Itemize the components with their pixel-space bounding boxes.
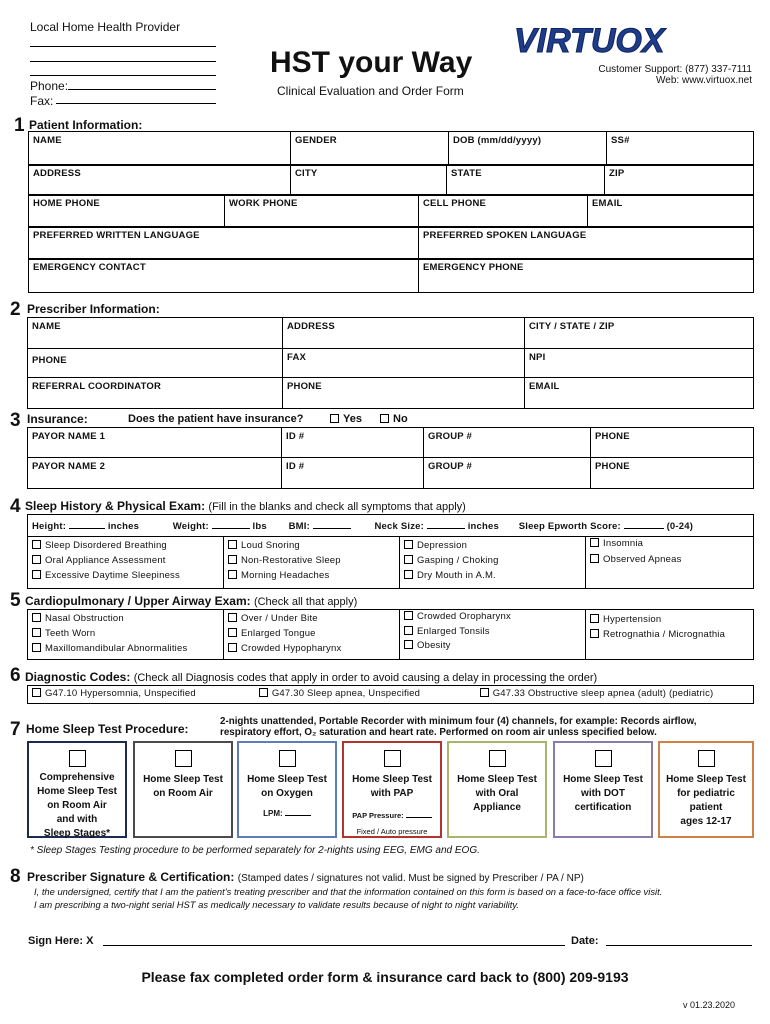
symptom-checkbox[interactable]: [590, 554, 749, 565]
cardio-label: Teeth Worn: [45, 628, 96, 639]
symptom-label: Depression: [417, 540, 468, 551]
diagnostic-table: [27, 685, 754, 704]
neck-label: Neck Size:: [374, 521, 425, 532]
prescriber-phone2-field[interactable]: PHONE: [283, 378, 525, 409]
payor-1-phone-field[interactable]: PHONE: [591, 428, 754, 458]
symptoms-col-1: [28, 537, 224, 589]
procedure-option-comprehensive[interactable]: [27, 741, 127, 838]
checkbox-icon: [590, 614, 599, 623]
section-5-number: 5: [10, 590, 21, 611]
symptoms-col-4: [586, 537, 754, 589]
patient-gender-field[interactable]: GENDER: [291, 132, 449, 166]
checkbox-icon: [330, 414, 339, 423]
cardio-col-2: [224, 610, 400, 660]
epworth-input[interactable]: [624, 528, 664, 529]
section-6-number: 6: [10, 665, 21, 686]
checkbox-icon: [228, 570, 237, 579]
pap-pressure-label: PAP Pressure:: [352, 811, 404, 820]
section-8-number: 8: [10, 866, 21, 887]
symptom-label: Excessive Daytime Sleepiness: [45, 570, 180, 581]
height-label: Height:: [32, 521, 67, 532]
checkbox-icon: [32, 570, 41, 579]
section-4-note: (Fill in the blanks and check all symptoms that apply): [208, 501, 466, 513]
prescriber-phone-field[interactable]: PHONE: [28, 349, 283, 378]
prescriber-address-field[interactable]: ADDRESS: [283, 318, 525, 349]
section-7-title: Home Sleep Test Procedure:: [26, 722, 189, 736]
insurance-table: [27, 427, 754, 489]
cardio-checkbox[interactable]: [32, 643, 219, 654]
cardio-label: Hypertension: [603, 614, 662, 625]
symptom-checkbox[interactable]: [32, 540, 219, 551]
section-1-number: 1: [14, 115, 25, 136]
option-line: Home Sleep Test: [666, 774, 746, 785]
patient-zip-field[interactable]: ZIP: [605, 165, 754, 196]
cardio-checkbox[interactable]: [404, 640, 581, 651]
symptom-checkbox[interactable]: [404, 540, 581, 551]
diagnostic-label: G47.30 Sleep apnea, Unspecified: [271, 688, 421, 699]
provider-phone-line[interactable]: [68, 89, 216, 90]
patient-spoken-language-field[interactable]: PREFERRED SPOKEN LANGUAGE: [419, 227, 754, 260]
fax-label: Fax:: [30, 94, 54, 108]
symptom-checkbox[interactable]: [228, 570, 395, 581]
checkbox-icon: [590, 554, 599, 563]
cardio-checkbox[interactable]: [404, 626, 581, 637]
procedure-option-pediatric[interactable]: [658, 741, 754, 838]
patient-state-field[interactable]: STATE: [447, 165, 605, 196]
diagnostic-checkbox-g4730[interactable]: [259, 688, 477, 699]
checkbox-icon: [404, 626, 413, 635]
section-8-title: [27, 870, 584, 884]
option-line: certification: [574, 802, 632, 813]
diagnostic-label: G47.10 Hypersomnia, Unspecified: [45, 688, 196, 699]
pap-pressure-row: [344, 809, 440, 823]
section-8-title-text: Prescriber Signature & Certification:: [27, 870, 235, 884]
checkbox-icon: [480, 688, 489, 697]
symptom-label: Non-Restorative Sleep: [241, 555, 341, 566]
procedure-option-oral-appliance[interactable]: [447, 741, 547, 838]
payor-name-1-field[interactable]: PAYOR NAME 1: [28, 428, 282, 458]
cardio-table: [27, 609, 754, 660]
insurance-no-label: No: [393, 413, 408, 425]
certification-text-1: I, the undersigned, certify that I am the patient’s treating prescriber and that the information contained on this form is based on a face-to-face office visit.: [34, 886, 663, 897]
patient-emergency-contact-field[interactable]: EMERGENCY CONTACT: [29, 259, 419, 293]
cardio-checkbox[interactable]: [32, 613, 219, 624]
provider-fax-line[interactable]: [56, 103, 216, 104]
checkbox-icon: [380, 414, 389, 423]
checkbox-icon: [228, 643, 237, 652]
option-line: Appliance: [473, 802, 521, 813]
virtuox-logo: [512, 20, 754, 60]
procedure-checkbox[interactable]: [489, 750, 506, 767]
section-4-number: 4: [10, 496, 21, 517]
option-line: Home Sleep Test: [352, 774, 432, 785]
section-6-title-text: Diagnostic Codes:: [25, 670, 131, 684]
cardio-label: Nasal Obstruction: [45, 613, 124, 624]
symptom-label: Gasping / Choking: [417, 555, 499, 566]
support-web: Web: www.virtuox.net: [656, 75, 752, 86]
option-line: with Oral: [475, 788, 519, 799]
patient-address-table: [28, 164, 754, 196]
section-3-number: 3: [10, 410, 21, 431]
page-subtitle: Clinical Evaluation and Order Form: [277, 84, 464, 98]
procedure-checkbox[interactable]: [69, 750, 86, 767]
symptom-checkbox[interactable]: [404, 570, 581, 581]
option-line: ages 12-17: [680, 816, 732, 827]
cardio-label: Crowded Oropharynx: [417, 611, 511, 622]
prescriber-city-state-zip-field[interactable]: CITY / STATE / ZIP: [525, 318, 754, 349]
checkbox-icon: [32, 628, 41, 637]
section-1-title: Patient Information:: [29, 118, 143, 132]
checkbox-icon: [32, 643, 41, 652]
procedure-option-oxygen[interactable]: [237, 741, 337, 838]
height-input[interactable]: [69, 528, 105, 529]
symptom-checkbox[interactable]: [32, 555, 219, 566]
option-line: and with: [56, 814, 98, 825]
patient-home-phone-field[interactable]: HOME PHONE: [29, 195, 225, 228]
prescriber-npi-field[interactable]: NPI: [525, 349, 754, 378]
cardio-checkbox[interactable]: [404, 611, 581, 622]
checkbox-icon: [404, 555, 413, 564]
insurance-no-checkbox[interactable]: [380, 413, 408, 425]
diagnostic-label: G47.33 Obstructive sleep apnea (adult) (pediatric): [492, 688, 714, 699]
neck-unit: inches: [467, 521, 499, 532]
option-line: Home Sleep Test: [143, 774, 223, 785]
procedure-checkbox[interactable]: [279, 750, 296, 767]
insurance-yes-label: Yes: [343, 413, 362, 425]
option-line: Home Sleep Test: [457, 774, 537, 785]
measurements-row: [28, 515, 754, 537]
checkbox-icon: [228, 628, 237, 637]
cardio-label: Crowded Hypopharynx: [241, 643, 342, 654]
symptom-label: Insomnia: [603, 538, 644, 549]
section-2-title: Prescriber Information:: [27, 302, 160, 316]
pap-pressure-note: Fixed / Auto pressure: [356, 827, 428, 836]
date-label: Date:: [571, 935, 599, 947]
prescriber-table: [27, 317, 754, 409]
weight-unit: lbs: [252, 521, 267, 532]
checkbox-icon: [590, 538, 599, 547]
patient-address-field[interactable]: ADDRESS: [29, 165, 291, 196]
patient-dob-field[interactable]: DOB (mm/dd/yyyy): [449, 132, 607, 166]
checkbox-icon: [32, 540, 41, 549]
pap-pressure-input[interactable]: [406, 817, 432, 818]
payor-1-group-field[interactable]: GROUP #: [424, 428, 591, 458]
lpm-input[interactable]: [285, 815, 311, 816]
prescriber-referral-field[interactable]: REFERRAL COORDINATOR: [28, 378, 283, 409]
payor-name-2-field[interactable]: PAYOR NAME 2: [28, 458, 282, 489]
certification-text-2: I am prescribing a two-night serial HST as medically necessary to validate results because of night to night variability.: [34, 899, 519, 910]
checkbox-icon: [259, 688, 268, 697]
prescriber-email-field[interactable]: EMAIL: [525, 378, 754, 409]
checkbox-icon: [228, 555, 237, 564]
phone-label: Phone:: [30, 79, 69, 93]
neck-input[interactable]: [427, 528, 465, 529]
cardio-col-4: [586, 610, 754, 660]
patient-cell-phone-field[interactable]: CELL PHONE: [419, 195, 588, 228]
cardio-checkbox[interactable]: [228, 643, 395, 654]
lpm-label: LPM:: [263, 809, 283, 818]
epworth-label: Sleep Epworth Score:: [518, 521, 621, 532]
section-2-number: 2: [10, 299, 21, 320]
procedure-checkbox[interactable]: [384, 750, 401, 767]
option-line: Home Sleep Test: [37, 786, 117, 797]
cardio-label: Retrognathia / Micrognathia: [603, 629, 726, 640]
symptom-checkbox[interactable]: [228, 555, 395, 566]
symptom-label: Loud Snoring: [241, 540, 300, 551]
checkbox-icon: [404, 611, 413, 620]
option-line: Home Sleep Test: [247, 774, 327, 785]
height-unit: inches: [107, 521, 140, 532]
insurance-question: Does the patient have insurance?: [128, 413, 304, 425]
section-5-note: (Check all that apply): [253, 596, 358, 608]
cardio-label: Over / Under Bite: [241, 613, 318, 624]
option-line: patient: [689, 802, 723, 813]
patient-phone-table: [28, 194, 754, 228]
diagnostic-checkbox-g4710[interactable]: [32, 688, 256, 699]
procedure-desc-2: respiratory effort, O₂ saturation and heart rate. Performed on room air unless specified below.: [220, 727, 657, 738]
checkbox-icon: [404, 640, 413, 649]
insurance-yes-checkbox[interactable]: [330, 413, 362, 425]
patient-emergency-phone-field[interactable]: EMERGENCY PHONE: [419, 259, 754, 293]
cardio-checkbox[interactable]: [590, 629, 749, 640]
symptom-label: Oral Appliance Assessment: [45, 555, 166, 566]
bmi-input[interactable]: [313, 528, 351, 529]
logo-text: VIRTUOX: [514, 22, 665, 60]
option-line: Comprehensive: [39, 772, 115, 783]
cardio-label: Enlarged Tonsils: [417, 626, 490, 637]
section-8-note: (Stamped dates / signatures not valid. Must be signed by Prescriber / PA / NP): [237, 873, 584, 884]
support-phone: Customer Support: (877) 337-7111: [598, 64, 752, 75]
checkbox-icon: [404, 570, 413, 579]
epworth-range: (0-24): [666, 521, 694, 532]
cardio-checkbox[interactable]: [228, 613, 395, 624]
lpm-row: [239, 807, 335, 821]
provider-line-3[interactable]: [30, 75, 216, 76]
signature-line[interactable]: [103, 945, 565, 946]
version-label: v 01.23.2020: [683, 1000, 736, 1010]
patient-language-table: [28, 226, 754, 260]
procedure-footnote: * Sleep Stages Testing procedure to be performed separately for 2-nights using EEG, EMG and EOG.: [30, 845, 480, 856]
payor-2-id-field[interactable]: ID #: [282, 458, 424, 489]
option-line: Sleep Stages*: [43, 828, 111, 839]
symptom-label: Sleep Disordered Breathing: [45, 540, 167, 551]
symptom-checkbox[interactable]: [32, 570, 219, 581]
option-line: with PAP: [370, 788, 414, 799]
symptom-label: Dry Mouth in A.M.: [417, 570, 496, 581]
cardio-label: Enlarged Tongue: [241, 628, 316, 639]
patient-ss-field[interactable]: SS#: [607, 132, 754, 166]
weight-input[interactable]: [212, 528, 250, 529]
provider-line-2[interactable]: [30, 61, 216, 62]
section-7-number: 7: [10, 719, 21, 740]
symptom-label: Morning Headaches: [241, 570, 330, 581]
cardio-col-1: [28, 610, 224, 660]
page-title: HST your Way: [270, 46, 473, 79]
prescriber-name-field[interactable]: NAME: [28, 318, 283, 349]
patient-name-field[interactable]: NAME: [29, 132, 291, 166]
prescriber-fax-field[interactable]: FAX: [283, 349, 525, 378]
section-5-title: [25, 594, 357, 608]
symptoms-col-3: [400, 537, 586, 589]
procedure-checkbox[interactable]: [175, 750, 192, 767]
section-6-title: [25, 670, 597, 684]
procedure-checkbox[interactable]: [698, 750, 715, 767]
diagnostic-row: [28, 686, 754, 704]
diagnostic-checkbox-g4733[interactable]: [480, 688, 714, 699]
patient-emergency-table: [28, 258, 754, 293]
section-5-title-text: Cardiopulmonary / Upper Airway Exam:: [25, 594, 251, 608]
patient-city-field[interactable]: CITY: [291, 165, 447, 196]
symptom-label: Observed Apneas: [603, 554, 682, 565]
sleep-history-table: [27, 514, 754, 589]
procedure-option-room-air[interactable]: [133, 741, 233, 838]
patient-info-table: [28, 131, 754, 166]
patient-written-language-field[interactable]: PREFERRED WRITTEN LANGUAGE: [29, 227, 419, 260]
checkbox-icon: [228, 613, 237, 622]
cardio-label: Obesity: [417, 640, 451, 651]
symptoms-col-2: [224, 537, 400, 589]
cardio-checkbox[interactable]: [590, 614, 749, 625]
option-line: Home Sleep Test: [563, 774, 643, 785]
provider-label: Local Home Health Provider: [30, 20, 181, 34]
option-line: on Room Air: [153, 788, 213, 799]
procedure-desc-1: 2-nights unattended, Portable Recorder with minimum four (4) channels, for example: Records airflow,: [220, 716, 697, 727]
procedure-option-dot[interactable]: [553, 741, 653, 838]
cardio-col-3: [400, 610, 586, 660]
bmi-label: BMI:: [288, 521, 310, 532]
procedure-option-pap[interactable]: [342, 741, 442, 838]
section-4-title-text: Sleep History & Physical Exam:: [25, 499, 206, 513]
provider-line-1[interactable]: [30, 46, 216, 47]
symptom-checkbox[interactable]: [404, 555, 581, 566]
date-line[interactable]: [606, 945, 752, 946]
patient-work-phone-field[interactable]: WORK PHONE: [225, 195, 419, 228]
checkbox-icon: [32, 555, 41, 564]
section-3-title: Insurance:: [27, 412, 88, 426]
fax-instructions: Please fax completed order form & insurance card back to (800) 209-9193: [141, 969, 629, 985]
cardio-checkbox[interactable]: [32, 628, 219, 639]
symptom-checkbox[interactable]: [228, 540, 395, 551]
cardio-label: Maxillomandibular Abnormalities: [45, 643, 188, 654]
option-line: on Oxygen: [261, 788, 313, 799]
section-6-note: (Check all Diagnosis codes that apply in order to avoid causing a delay in processing the order): [133, 672, 598, 684]
checkbox-icon: [590, 629, 599, 638]
patient-email-field[interactable]: EMAIL: [588, 195, 754, 228]
cardio-checkbox[interactable]: [228, 628, 395, 639]
payor-2-group-field[interactable]: GROUP #: [424, 458, 591, 489]
section-4-title: [25, 499, 466, 513]
weight-label: Weight:: [172, 521, 209, 532]
option-line: with DOT: [581, 788, 625, 799]
checkbox-icon: [32, 613, 41, 622]
procedure-checkbox[interactable]: [595, 750, 612, 767]
checkbox-icon: [228, 540, 237, 549]
checkbox-icon: [32, 688, 41, 697]
option-line: for pediatric: [677, 788, 735, 799]
symptom-checkbox[interactable]: [590, 538, 749, 549]
checkbox-icon: [404, 540, 413, 549]
option-line: on Room Air: [47, 800, 107, 811]
payor-2-phone-field[interactable]: PHONE: [591, 458, 754, 489]
sign-here-label: Sign Here: X: [28, 935, 94, 947]
payor-1-id-field[interactable]: ID #: [282, 428, 424, 458]
